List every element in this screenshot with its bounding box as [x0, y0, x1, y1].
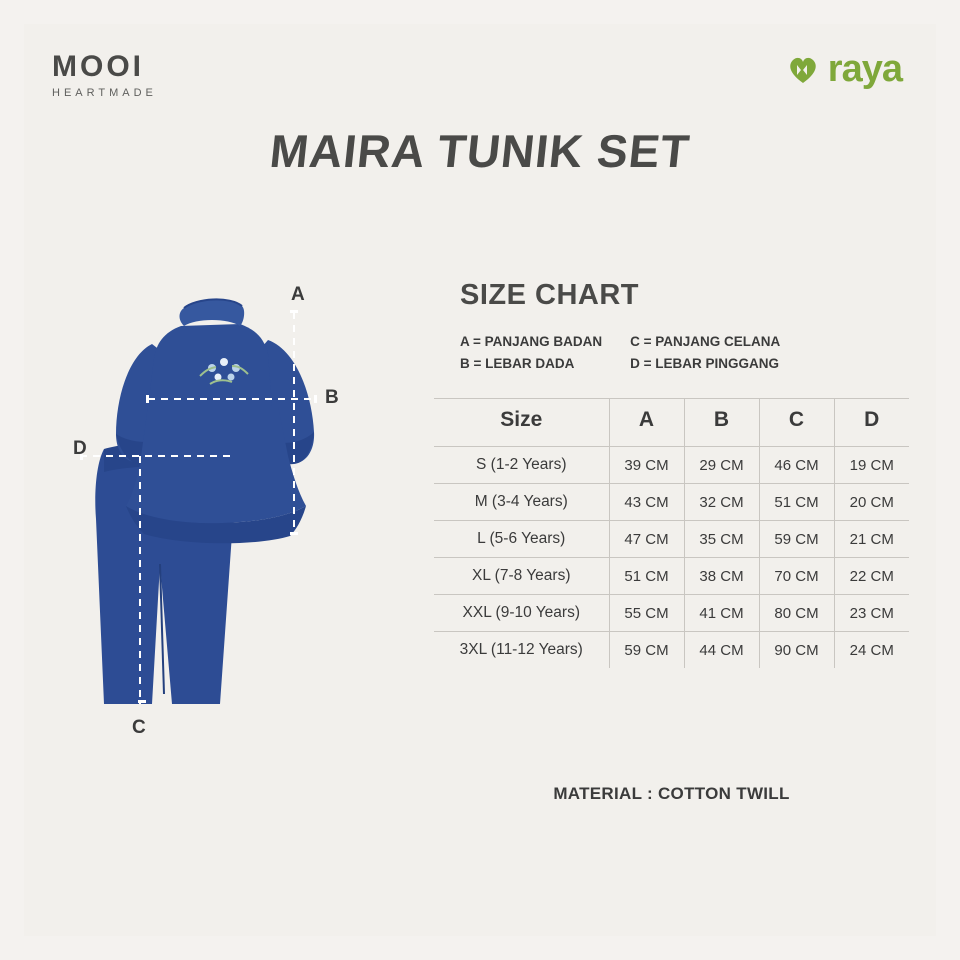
cell-c: 59 CM [759, 521, 834, 558]
cell-a: 39 CM [609, 447, 684, 484]
cell-b: 44 CM [684, 632, 759, 669]
material-note: MATERIAL : COTTON TWILL [553, 784, 790, 803]
dimension-label-d: D [73, 438, 87, 459]
brand-tagline: HEARTMADE [52, 87, 157, 99]
cell-d: 19 CM [834, 447, 909, 484]
cell-size: L (5-6 Years) [434, 521, 609, 558]
cell-b: 29 CM [684, 447, 759, 484]
column-header-c: C [759, 399, 834, 447]
cell-b: 32 CM [684, 484, 759, 521]
cell-a: 47 CM [609, 521, 684, 558]
size-table [434, 398, 909, 668]
table-header-row [434, 399, 909, 447]
cell-d: 22 CM [834, 558, 909, 595]
cell-size: M (3-4 Years) [434, 484, 609, 521]
cell-a: 51 CM [609, 558, 684, 595]
column-header-size: Size [434, 399, 609, 447]
table-row [434, 595, 909, 632]
partner-logo-text: raya [827, 48, 902, 90]
cell-size: XL (7-8 Years) [434, 558, 609, 595]
cell-d: 23 CM [834, 595, 909, 632]
table-row [434, 447, 909, 484]
legend-item-d: D = LEBAR PINGGANG [630, 356, 780, 371]
cell-a: 43 CM [609, 484, 684, 521]
dimension-label-c: C [132, 717, 146, 738]
cell-size: XXL (9-10 Years) [434, 595, 609, 632]
size-chart-section [434, 279, 909, 668]
garment-drawing [44, 234, 424, 754]
cell-c: 80 CM [759, 595, 834, 632]
legend-item-b: B = LEBAR DADA [460, 356, 575, 371]
garment-illustration [44, 234, 424, 754]
cell-d: 21 CM [834, 521, 909, 558]
size-chart-heading: SIZE CHART [460, 279, 639, 311]
cell-d: 20 CM [834, 484, 909, 521]
measurement-legend [460, 334, 909, 378]
tunic-shape [116, 299, 314, 543]
page-title: MAIRA TUNIK SET [267, 125, 693, 177]
cell-a: 55 CM [609, 595, 684, 632]
cell-c: 70 CM [759, 558, 834, 595]
column-header-a: A [609, 399, 684, 447]
dimension-label-a: A [291, 284, 305, 305]
column-header-d: D [834, 399, 909, 447]
cell-size: S (1-2 Years) [434, 447, 609, 484]
dimension-label-b: B [325, 387, 339, 408]
cell-b: 35 CM [684, 521, 759, 558]
cell-size: 3XL (11-12 Years) [459, 641, 583, 658]
content-card [24, 24, 936, 936]
cell-c: 90 CM [759, 632, 834, 669]
cell-b: 41 CM [684, 595, 759, 632]
table-row [434, 632, 909, 669]
table-row [434, 558, 909, 595]
cell-b: 38 CM [684, 558, 759, 595]
table-row [434, 521, 909, 558]
partner-logo [786, 50, 902, 88]
legend-item-a: A = PANJANG BADAN [460, 334, 603, 349]
cell-a: 59 CM [609, 632, 684, 669]
column-header-b: B [684, 399, 759, 447]
cell-c: 51 CM [759, 484, 834, 521]
cell-d: 24 CM [834, 632, 909, 669]
table-row [434, 484, 909, 521]
brand-logo [52, 52, 157, 99]
brand-name: MOOI [52, 50, 144, 83]
heart-icon [786, 52, 820, 86]
legend-item-c: C = PANJANG CELANA [630, 334, 781, 349]
cell-c: 46 CM [759, 447, 834, 484]
